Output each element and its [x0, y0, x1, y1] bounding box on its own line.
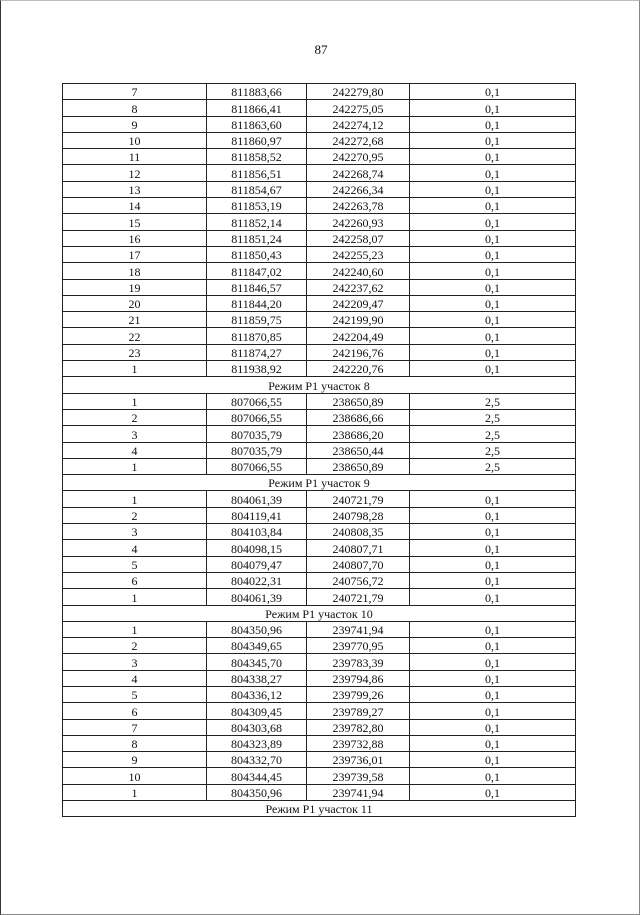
- x-coordinate-cell: 804336,12: [207, 686, 307, 702]
- accuracy-cell: 0,1: [410, 84, 576, 100]
- accuracy-cell: 0,1: [410, 361, 576, 377]
- y-coordinate-cell: 239736,01: [307, 752, 410, 768]
- point-number-cell: 5: [63, 686, 207, 702]
- point-number-cell: 6: [63, 572, 207, 588]
- x-coordinate-cell: 811856,51: [207, 165, 307, 181]
- coordinates-table: [62, 83, 576, 817]
- accuracy-cell: 0,1: [410, 491, 576, 507]
- y-coordinate-cell: 239739,58: [307, 768, 410, 784]
- x-coordinate-cell: 807066,55: [207, 393, 307, 409]
- accuracy-cell: 0,1: [410, 312, 576, 328]
- point-number-cell: 17: [63, 246, 207, 262]
- y-coordinate-cell: 240808,35: [307, 524, 410, 540]
- accuracy-cell: 2,5: [410, 426, 576, 442]
- table-row: [63, 165, 576, 181]
- section-header-row: [63, 475, 576, 491]
- point-number-cell: 1: [63, 361, 207, 377]
- point-number-cell: 9: [63, 116, 207, 132]
- table-row: [63, 768, 576, 784]
- point-number-cell: 15: [63, 214, 207, 230]
- y-coordinate-cell: 242199,90: [307, 312, 410, 328]
- y-coordinate-cell: 239782,80: [307, 719, 410, 735]
- x-coordinate-cell: 807066,55: [207, 409, 307, 425]
- accuracy-cell: 0,1: [410, 263, 576, 279]
- table-row: [63, 752, 576, 768]
- x-coordinate-cell: 804303,68: [207, 719, 307, 735]
- point-number-cell: 20: [63, 295, 207, 311]
- table-row: [63, 149, 576, 165]
- x-coordinate-cell: 807035,79: [207, 426, 307, 442]
- y-coordinate-cell: 242275,05: [307, 100, 410, 116]
- y-coordinate-cell: 238650,89: [307, 393, 410, 409]
- x-coordinate-cell: 811874,27: [207, 344, 307, 360]
- x-coordinate-cell: 804022,31: [207, 572, 307, 588]
- point-number-cell: 13: [63, 181, 207, 197]
- accuracy-cell: 0,1: [410, 246, 576, 262]
- table-row: [63, 556, 576, 572]
- x-coordinate-cell: 811870,85: [207, 328, 307, 344]
- point-number-cell: 11: [63, 149, 207, 165]
- accuracy-cell: 2,5: [410, 458, 576, 474]
- accuracy-cell: 0,1: [410, 116, 576, 132]
- accuracy-cell: 0,1: [410, 100, 576, 116]
- table-row: [63, 198, 576, 214]
- y-coordinate-cell: 242260,93: [307, 214, 410, 230]
- point-number-cell: 1: [63, 589, 207, 605]
- y-coordinate-cell: 242268,74: [307, 165, 410, 181]
- x-coordinate-cell: 811854,67: [207, 181, 307, 197]
- y-coordinate-cell: 239732,88: [307, 735, 410, 751]
- accuracy-cell: 0,1: [410, 149, 576, 165]
- accuracy-cell: 0,1: [410, 295, 576, 311]
- point-number-cell: 4: [63, 670, 207, 686]
- accuracy-cell: 0,1: [410, 279, 576, 295]
- y-coordinate-cell: 239741,94: [307, 784, 410, 800]
- table-row: [63, 654, 576, 670]
- accuracy-cell: 0,1: [410, 670, 576, 686]
- x-coordinate-cell: 807066,55: [207, 458, 307, 474]
- x-coordinate-cell: 804332,70: [207, 752, 307, 768]
- table-row: [63, 686, 576, 702]
- y-coordinate-cell: 238686,20: [307, 426, 410, 442]
- point-number-cell: 8: [63, 100, 207, 116]
- coordinates-table-body: [63, 84, 576, 817]
- x-coordinate-cell: 804119,41: [207, 507, 307, 523]
- x-coordinate-cell: 807035,79: [207, 442, 307, 458]
- x-coordinate-cell: 811860,97: [207, 132, 307, 148]
- page-number: 87: [314, 42, 328, 57]
- accuracy-cell: 0,1: [410, 214, 576, 230]
- table-row: [63, 719, 576, 735]
- accuracy-cell: 0,1: [410, 132, 576, 148]
- y-coordinate-cell: 239741,94: [307, 621, 410, 637]
- y-coordinate-cell: 242209,47: [307, 295, 410, 311]
- x-coordinate-cell: 811853,19: [207, 198, 307, 214]
- accuracy-cell: 0,1: [410, 719, 576, 735]
- x-coordinate-cell: 804309,45: [207, 703, 307, 719]
- y-coordinate-cell: 242270,95: [307, 149, 410, 165]
- x-coordinate-cell: 804103,84: [207, 524, 307, 540]
- x-coordinate-cell: 811858,52: [207, 149, 307, 165]
- x-coordinate-cell: 811846,57: [207, 279, 307, 295]
- point-number-cell: 18: [63, 263, 207, 279]
- point-number-cell: 6: [63, 703, 207, 719]
- accuracy-cell: 2,5: [410, 393, 576, 409]
- table-row: [63, 361, 576, 377]
- point-number-cell: 14: [63, 198, 207, 214]
- x-coordinate-cell: 811850,43: [207, 246, 307, 262]
- point-number-cell: 10: [63, 768, 207, 784]
- point-number-cell: 1: [63, 458, 207, 474]
- table-row: [63, 312, 576, 328]
- y-coordinate-cell: 238686,66: [307, 409, 410, 425]
- y-coordinate-cell: 242274,12: [307, 116, 410, 132]
- point-number-cell: 1: [63, 784, 207, 800]
- y-coordinate-cell: 240807,71: [307, 540, 410, 556]
- point-number-cell: 16: [63, 230, 207, 246]
- table-row: [63, 246, 576, 262]
- table-row: [63, 116, 576, 132]
- table-row: [63, 621, 576, 637]
- point-number-cell: 4: [63, 442, 207, 458]
- accuracy-cell: 0,1: [410, 638, 576, 654]
- accuracy-cell: 0,1: [410, 784, 576, 800]
- point-number-cell: 4: [63, 540, 207, 556]
- x-coordinate-cell: 804061,39: [207, 491, 307, 507]
- y-coordinate-cell: 240807,70: [307, 556, 410, 572]
- section-header-row: [63, 377, 576, 393]
- x-coordinate-cell: 804344,45: [207, 768, 307, 784]
- x-coordinate-cell: 804079,47: [207, 556, 307, 572]
- y-coordinate-cell: 242263,78: [307, 198, 410, 214]
- y-coordinate-cell: 240721,79: [307, 491, 410, 507]
- table-row: [63, 670, 576, 686]
- x-coordinate-cell: 811938,92: [207, 361, 307, 377]
- table-row: [63, 735, 576, 751]
- accuracy-cell: 0,1: [410, 198, 576, 214]
- section-header-row: [63, 801, 576, 817]
- table-row: [63, 393, 576, 409]
- table-row: [63, 507, 576, 523]
- x-coordinate-cell: 804098,15: [207, 540, 307, 556]
- point-number-cell: 12: [63, 165, 207, 181]
- y-coordinate-cell: 239789,27: [307, 703, 410, 719]
- table-row: [63, 703, 576, 719]
- y-coordinate-cell: 239783,39: [307, 654, 410, 670]
- point-number-cell: 9: [63, 752, 207, 768]
- table-row: [63, 328, 576, 344]
- point-number-cell: 1: [63, 491, 207, 507]
- accuracy-cell: 0,1: [410, 507, 576, 523]
- y-coordinate-cell: 240721,79: [307, 589, 410, 605]
- accuracy-cell: 0,1: [410, 230, 576, 246]
- x-coordinate-cell: 804350,96: [207, 621, 307, 637]
- point-number-cell: 3: [63, 654, 207, 670]
- table-row: [63, 540, 576, 556]
- table-row: [63, 214, 576, 230]
- section-header-row: [63, 605, 576, 621]
- table-row: [63, 638, 576, 654]
- table-row: [63, 132, 576, 148]
- accuracy-cell: 0,1: [410, 768, 576, 784]
- y-coordinate-cell: 242240,60: [307, 263, 410, 279]
- x-coordinate-cell: 811844,20: [207, 295, 307, 311]
- section-title: Режим Р1 участок 11: [63, 801, 576, 817]
- accuracy-cell: 0,1: [410, 621, 576, 637]
- accuracy-cell: 0,1: [410, 686, 576, 702]
- section-title: Режим Р1 участок 10: [63, 605, 576, 621]
- accuracy-cell: 0,1: [410, 344, 576, 360]
- point-number-cell: 8: [63, 735, 207, 751]
- table-row: [63, 344, 576, 360]
- y-coordinate-cell: 239770,95: [307, 638, 410, 654]
- table-row: [63, 279, 576, 295]
- x-coordinate-cell: 804061,39: [207, 589, 307, 605]
- x-coordinate-cell: 811863,60: [207, 116, 307, 132]
- table-row: [63, 442, 576, 458]
- y-coordinate-cell: 238650,44: [307, 442, 410, 458]
- x-coordinate-cell: 811851,24: [207, 230, 307, 246]
- x-coordinate-cell: 811859,75: [207, 312, 307, 328]
- point-number-cell: 19: [63, 279, 207, 295]
- accuracy-cell: 0,1: [410, 540, 576, 556]
- y-coordinate-cell: 242266,34: [307, 181, 410, 197]
- accuracy-cell: 0,1: [410, 735, 576, 751]
- point-number-cell: 2: [63, 409, 207, 425]
- y-coordinate-cell: 242196,76: [307, 344, 410, 360]
- point-number-cell: 2: [63, 507, 207, 523]
- y-coordinate-cell: 242255,23: [307, 246, 410, 262]
- y-coordinate-cell: 239799,26: [307, 686, 410, 702]
- point-number-cell: 7: [63, 84, 207, 100]
- y-coordinate-cell: 240756,72: [307, 572, 410, 588]
- point-number-cell: 21: [63, 312, 207, 328]
- table-row: [63, 409, 576, 425]
- point-number-cell: 3: [63, 426, 207, 442]
- x-coordinate-cell: 804338,27: [207, 670, 307, 686]
- y-coordinate-cell: 239794,86: [307, 670, 410, 686]
- table-row: [63, 458, 576, 474]
- accuracy-cell: 0,1: [410, 572, 576, 588]
- point-number-cell: 10: [63, 132, 207, 148]
- accuracy-cell: 2,5: [410, 442, 576, 458]
- accuracy-cell: 0,1: [410, 589, 576, 605]
- y-coordinate-cell: 242220,76: [307, 361, 410, 377]
- point-number-cell: 23: [63, 344, 207, 360]
- table-row: [63, 84, 576, 100]
- point-number-cell: 22: [63, 328, 207, 344]
- y-coordinate-cell: 242258,07: [307, 230, 410, 246]
- accuracy-cell: 0,1: [410, 752, 576, 768]
- table-row: [63, 572, 576, 588]
- accuracy-cell: 0,1: [410, 181, 576, 197]
- y-coordinate-cell: 238650,89: [307, 458, 410, 474]
- section-title: Режим Р1 участок 8: [63, 377, 576, 393]
- table-row: [63, 784, 576, 800]
- point-number-cell: 1: [63, 621, 207, 637]
- table-row: [63, 181, 576, 197]
- y-coordinate-cell: 242272,68: [307, 132, 410, 148]
- point-number-cell: 5: [63, 556, 207, 572]
- x-coordinate-cell: 804323,89: [207, 735, 307, 751]
- accuracy-cell: 0,1: [410, 556, 576, 572]
- table-row: [63, 524, 576, 540]
- x-coordinate-cell: 811866,41: [207, 100, 307, 116]
- x-coordinate-cell: 811852,14: [207, 214, 307, 230]
- table-row: [63, 491, 576, 507]
- x-coordinate-cell: 804345,70: [207, 654, 307, 670]
- table-row: [63, 100, 576, 116]
- table-row: [63, 589, 576, 605]
- y-coordinate-cell: 242204,49: [307, 328, 410, 344]
- point-number-cell: 1: [63, 393, 207, 409]
- x-coordinate-cell: 804350,96: [207, 784, 307, 800]
- section-title: Режим Р1 участок 9: [63, 475, 576, 491]
- accuracy-cell: 0,1: [410, 654, 576, 670]
- accuracy-cell: 0,1: [410, 524, 576, 540]
- table-row: [63, 426, 576, 442]
- accuracy-cell: 0,1: [410, 703, 576, 719]
- accuracy-cell: 0,1: [410, 165, 576, 181]
- y-coordinate-cell: 242279,80: [307, 84, 410, 100]
- table-row: [63, 295, 576, 311]
- point-number-cell: 2: [63, 638, 207, 654]
- x-coordinate-cell: 811847,02: [207, 263, 307, 279]
- x-coordinate-cell: 811883,66: [207, 84, 307, 100]
- y-coordinate-cell: 242237,62: [307, 279, 410, 295]
- accuracy-cell: 0,1: [410, 328, 576, 344]
- point-number-cell: 3: [63, 524, 207, 540]
- x-coordinate-cell: 804349,65: [207, 638, 307, 654]
- table-row: [63, 263, 576, 279]
- y-coordinate-cell: 240798,28: [307, 507, 410, 523]
- accuracy-cell: 2,5: [410, 409, 576, 425]
- table-row: [63, 230, 576, 246]
- point-number-cell: 7: [63, 719, 207, 735]
